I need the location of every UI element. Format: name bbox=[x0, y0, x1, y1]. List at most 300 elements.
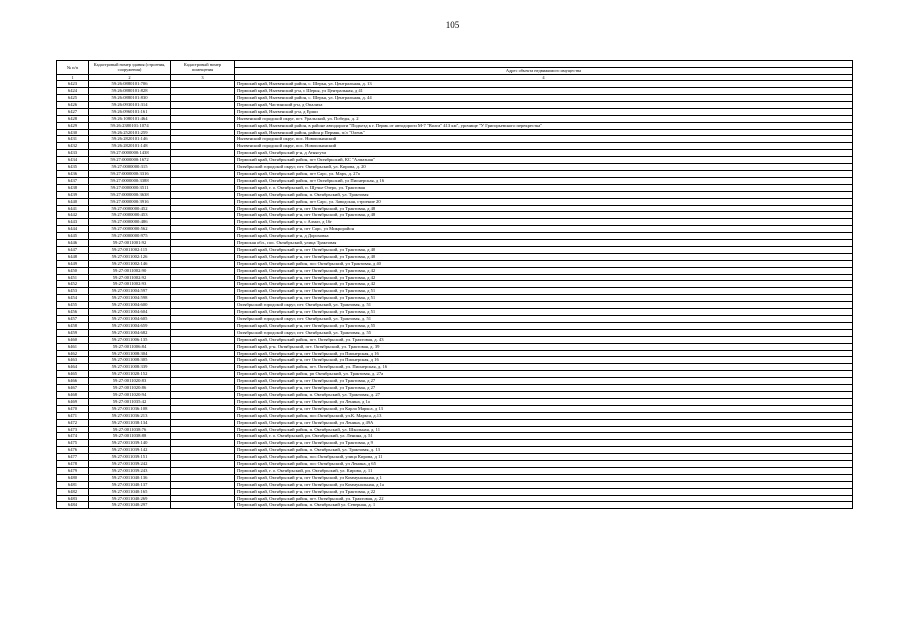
address-cell: Пермский край, Октябрьский район, п. Октябрьский, ул. Школьная, д. 11 bbox=[235, 426, 853, 433]
row-number-cell: 6480 bbox=[57, 474, 89, 481]
address-cell: Пермский край, г. о. Октябрьский, рп. Октябрьский, ул. Кирова, д. 11 bbox=[235, 467, 853, 474]
address-cell: Пермский край, Октябрьский район, пгт Октябрьский, ул Пионерская, д 16 bbox=[235, 177, 853, 184]
room-number-cell bbox=[171, 398, 235, 405]
room-number-cell bbox=[171, 467, 235, 474]
table-row bbox=[57, 136, 853, 143]
row-number-cell: 6438 bbox=[57, 184, 89, 191]
table-row bbox=[57, 447, 853, 454]
table-row bbox=[57, 115, 853, 122]
row-number-cell: 6462 bbox=[57, 350, 89, 357]
room-number-cell bbox=[171, 481, 235, 488]
row-number-cell: 6428 bbox=[57, 115, 89, 122]
room-number-cell bbox=[171, 357, 235, 364]
address-cell: Пермский край, Октябрьский район, пгт. Октябрьский, ул. Трактовая, д. 22 bbox=[235, 495, 853, 502]
room-number-cell bbox=[171, 150, 235, 157]
room-number-cell bbox=[171, 426, 235, 433]
row-number-cell: 6472 bbox=[57, 419, 89, 426]
row-number-cell: 6425 bbox=[57, 95, 89, 102]
cadastral-number-cell: 59:26:2820101:146 bbox=[89, 136, 171, 143]
cadastral-number-cell: 59:27:0000000:453 bbox=[89, 212, 171, 219]
room-number-cell bbox=[171, 288, 235, 295]
table-row bbox=[57, 412, 853, 419]
room-number-cell bbox=[171, 198, 235, 205]
header-room: Кадастровый номер помещения bbox=[171, 61, 235, 75]
room-number-cell bbox=[171, 143, 235, 150]
cadastral-number-cell: 59:27:0011039:243 bbox=[89, 467, 171, 474]
cadastral-number-cell: 59:27:0000000:975 bbox=[89, 233, 171, 240]
address-cell: Пермский край, Октябрьский район, пос Октябрьский, ул Трактовая, д 40 bbox=[235, 260, 853, 267]
table-row bbox=[57, 95, 853, 102]
address-cell: Пермский край, Октябрьский район, пгт Сарс, ул. Марх, д. 27а bbox=[235, 170, 853, 177]
row-number-cell: 6454 bbox=[57, 295, 89, 302]
row-number-cell: 6463 bbox=[57, 357, 89, 364]
row-number-cell: 6433 bbox=[57, 150, 89, 157]
room-number-cell bbox=[171, 343, 235, 350]
room-number-cell bbox=[171, 226, 235, 233]
room-number-cell bbox=[171, 253, 235, 260]
cadastral-number-cell: 59:27:0011039:142 bbox=[89, 447, 171, 454]
row-number-cell: 6464 bbox=[57, 364, 89, 371]
cadastral-number-cell: 59:27:0011008:305 bbox=[89, 357, 171, 364]
row-number-cell: 6469 bbox=[57, 398, 89, 405]
room-number-cell bbox=[171, 260, 235, 267]
row-number-cell: 6440 bbox=[57, 198, 89, 205]
address-cell: Пермский край, Октябрьский район, п. Октябрьский, ул. Трактовая, д. 27 bbox=[235, 391, 853, 398]
row-number-cell: 6445 bbox=[57, 233, 89, 240]
table-row bbox=[57, 122, 853, 129]
header-row bbox=[57, 61, 853, 68]
row-number-cell: 6432 bbox=[57, 143, 89, 150]
table-row bbox=[57, 81, 853, 88]
room-number-cell bbox=[171, 350, 235, 357]
address-cell: Пермский край, Нытвенский район, район р Пермяк, п/л "Олень" bbox=[235, 129, 853, 136]
cadastral-number-cell: 59:27:0011040:136 bbox=[89, 474, 171, 481]
cadastral-number-cell: 59:27:0011002:93 bbox=[89, 281, 171, 288]
table-body bbox=[57, 81, 853, 509]
address-cell: Пермский край, Октябрьский район, п. Октябрьский, ул. Трактовая, д. 13 bbox=[235, 447, 853, 454]
table-row bbox=[57, 184, 853, 191]
address-cell: Пермский край, Октябрьский район, п. Октябрьский, ул. Трактовая bbox=[235, 191, 853, 198]
address-cell: Пермский край, Октябрьский район, пгт. Октябрьский, ул. Трактовая, д. 43 bbox=[235, 336, 853, 343]
address-cell: Пермский край, Октябрьский район, рп Октябрьский, ул. Трактовая, д. 27а bbox=[235, 371, 853, 378]
cadastral-number-cell: 59:26:0880101:828 bbox=[89, 88, 171, 95]
address-cell: Пермский край, Октябрьский р-н, с Алмаз, д 16г bbox=[235, 219, 853, 226]
table-row bbox=[57, 364, 853, 371]
room-number-cell bbox=[171, 191, 235, 198]
cadastral-number-cell: 59:27:0011006:135 bbox=[89, 336, 171, 343]
row-number-cell: 6435 bbox=[57, 164, 89, 171]
row-number-cell: 6427 bbox=[57, 108, 89, 115]
address-cell: Пермский край, Октябрьский район, пгт. Октябрьский, ул. Пионерская, д. 16 bbox=[235, 364, 853, 371]
table-row bbox=[57, 488, 853, 495]
row-number-cell: 6450 bbox=[57, 267, 89, 274]
address-cell: Пермский край, Частинский р-н, д Опалиха bbox=[235, 101, 853, 108]
address-cell: Пермский край, Октябрьский р-н, пгт Октябрьский, ул Трактовая, д 27 bbox=[235, 378, 853, 385]
room-number-cell bbox=[171, 488, 235, 495]
room-number-cell bbox=[171, 440, 235, 447]
row-number-cell: 6476 bbox=[57, 447, 89, 454]
table-row bbox=[57, 454, 853, 461]
room-number-cell bbox=[171, 378, 235, 385]
room-number-cell bbox=[171, 136, 235, 143]
address-cell: Пермский край, Октябрьский р-н, пгт Октябрьский, ул Трактовая, д 55 bbox=[235, 322, 853, 329]
table-row bbox=[57, 371, 853, 378]
cadastral-number-cell: 59:27:0011036:213 bbox=[89, 412, 171, 419]
table-row bbox=[57, 316, 853, 323]
room-number-cell bbox=[171, 385, 235, 392]
address-cell: Пермский край, Октябрьский р-н, пгт Октябрьский, ул Трактовая, д 27 bbox=[235, 385, 853, 392]
table-row bbox=[57, 433, 853, 440]
room-number-cell bbox=[171, 302, 235, 309]
table-row bbox=[57, 309, 853, 316]
room-number-cell bbox=[171, 336, 235, 343]
cadastral-number-cell: 59:27:0011038:76 bbox=[89, 426, 171, 433]
row-number-cell: 6437 bbox=[57, 177, 89, 184]
cadastral-number-cell: 59:27:0011036:108 bbox=[89, 405, 171, 412]
room-number-cell bbox=[171, 295, 235, 302]
table-row bbox=[57, 329, 853, 336]
header-cadastral: Кадастровый номер здания (строения, сооружения) bbox=[89, 61, 171, 75]
room-number-cell bbox=[171, 233, 235, 240]
cadastral-number-cell: 59:27:0011039:151 bbox=[89, 454, 171, 461]
cadastral-number-cell: 59:27:0000000:3638 bbox=[89, 191, 171, 198]
address-cell: Пермский край, Октябрьский р-н, пгт Октябрьский, ул Трактовая, д 48 bbox=[235, 212, 853, 219]
column-number: 2 bbox=[89, 74, 171, 80]
address-cell: Нытвенский городской округ, пос. Новоильинский bbox=[235, 143, 853, 150]
row-number-cell: 6481 bbox=[57, 481, 89, 488]
table-row bbox=[57, 461, 853, 468]
row-number-cell: 6448 bbox=[57, 253, 89, 260]
cadastral-number-cell: 59:26:0960101:161 bbox=[89, 108, 171, 115]
row-number-cell: 6426 bbox=[57, 101, 89, 108]
header-address-spacer bbox=[235, 61, 853, 68]
cadastral-number-cell: 59:27:0011002:115 bbox=[89, 246, 171, 253]
row-number-cell: 6482 bbox=[57, 488, 89, 495]
cadastral-number-cell: 59:27:0000000:452 bbox=[89, 205, 171, 212]
address-cell: Нытвенский городской округ, пос. Новоильинский bbox=[235, 136, 853, 143]
room-number-cell bbox=[171, 329, 235, 336]
room-number-cell bbox=[171, 157, 235, 164]
room-number-cell bbox=[171, 101, 235, 108]
cadastral-number-cell: 59:27:0011038:134 bbox=[89, 419, 171, 426]
row-number-cell: 6436 bbox=[57, 170, 89, 177]
cadastral-number-cell: 59:27:0011040:165 bbox=[89, 488, 171, 495]
row-number-cell: 6429 bbox=[57, 122, 89, 129]
room-number-cell bbox=[171, 177, 235, 184]
row-number-cell: 6473 bbox=[57, 426, 89, 433]
row-number-cell: 6477 bbox=[57, 454, 89, 461]
property-registry-table bbox=[56, 60, 853, 509]
table-row bbox=[57, 405, 853, 412]
table-row bbox=[57, 336, 853, 343]
cadastral-number-cell: 59:27:0011001:92 bbox=[89, 240, 171, 247]
address-cell: Пермский край, Октябрьский район, пгт Сарс, ул. Заводская, строение 20 bbox=[235, 198, 853, 205]
room-number-cell bbox=[171, 267, 235, 274]
room-number-cell bbox=[171, 364, 235, 371]
address-cell: Пермский край, Октябрьский район, пгт Октябрьский, КС "Алмазная" bbox=[235, 157, 853, 164]
address-cell: Октябрьский городской округ, пгт. Октябрьский, ул. Кирова, д. 20 bbox=[235, 164, 853, 171]
cadastral-number-cell: 59:27:0011035:42 bbox=[89, 398, 171, 405]
table-row bbox=[57, 253, 853, 260]
header-address: Адрес объекта недвижимого имущества bbox=[235, 67, 853, 74]
room-number-cell bbox=[171, 495, 235, 502]
table-row bbox=[57, 398, 853, 405]
address-cell: Пермский край, Нытвенский р-н, с Шерья, ул Центральная, д 41 bbox=[235, 88, 853, 95]
cadastral-number-cell: 59:27:0000000:486 bbox=[89, 219, 171, 226]
column-number: 1 bbox=[57, 74, 89, 80]
table-row bbox=[57, 426, 853, 433]
row-number-cell: 6446 bbox=[57, 240, 89, 247]
row-number-cell: 6457 bbox=[57, 316, 89, 323]
table-row bbox=[57, 108, 853, 115]
cadastral-number-cell: 59:27:0000000:562 bbox=[89, 226, 171, 233]
address-cell: Пермский край, Октябрьский р-н, пгт Октябрьский, ул Коммунальная, д 1 bbox=[235, 474, 853, 481]
table-row bbox=[57, 205, 853, 212]
column-number: 4 bbox=[235, 74, 853, 80]
row-number-cell: 6474 bbox=[57, 433, 89, 440]
cadastral-number-cell: 59:27:0000000:1672 bbox=[89, 157, 171, 164]
row-number-cell: 6439 bbox=[57, 191, 89, 198]
room-number-cell bbox=[171, 419, 235, 426]
table-row bbox=[57, 233, 853, 240]
cadastral-number-cell: 59:27:0000000:315 bbox=[89, 164, 171, 171]
cadastral-number-cell: 59:27:0011004:598 bbox=[89, 295, 171, 302]
cadastral-number-cell: 59:27:0011004:659 bbox=[89, 322, 171, 329]
room-number-cell bbox=[171, 219, 235, 226]
room-number-cell bbox=[171, 405, 235, 412]
room-number-cell bbox=[171, 88, 235, 95]
address-cell: Пермский край, Нытвенский район, с. Шерья, ул. Центральная, д. 44 bbox=[235, 95, 853, 102]
address-cell: Пермский край, Октябрьский р-н, пгт Октябрьский, ул Коммунальная, д 1а bbox=[235, 481, 853, 488]
address-cell: Пермский край, Октябрьский р-н, пгт Октябрьский, ул Трактовая, д 22 bbox=[235, 488, 853, 495]
address-cell: Октябрьский городской округ, пгт. Октябрьский, ул. Трактовая, д. 55 bbox=[235, 329, 853, 336]
room-number-cell bbox=[171, 240, 235, 247]
room-number-cell bbox=[171, 391, 235, 398]
room-number-cell bbox=[171, 322, 235, 329]
room-number-cell bbox=[171, 474, 235, 481]
table-row bbox=[57, 274, 853, 281]
cadastral-number-cell: 59:27:0011038:88 bbox=[89, 433, 171, 440]
row-number-cell: 6443 bbox=[57, 219, 89, 226]
table-row bbox=[57, 143, 853, 150]
address-cell: Пермский край, г. о. Октябрьский, рп. Октябрьский, ул. Ленина, д. 51 bbox=[235, 433, 853, 440]
table-row bbox=[57, 302, 853, 309]
cadastral-number-cell: 59:27:0011020:94 bbox=[89, 391, 171, 398]
table-row bbox=[57, 260, 853, 267]
row-number-cell: 6468 bbox=[57, 391, 89, 398]
cadastral-number-cell: 59:27:0011020:152 bbox=[89, 371, 171, 378]
room-number-cell bbox=[171, 212, 235, 219]
cadastral-number-cell: 59:27:0011008:339 bbox=[89, 364, 171, 371]
table-row bbox=[57, 467, 853, 474]
cadastral-number-cell: 59:27:0011039:242 bbox=[89, 461, 171, 468]
cadastral-number-cell: 59:26:0880101:706 bbox=[89, 81, 171, 88]
address-cell: Пермский край, Октябрьский р-н, пгт Октябрьский, ул Трактовая, д 48 bbox=[235, 205, 853, 212]
row-number-cell: 6453 bbox=[57, 288, 89, 295]
row-number-cell: 6470 bbox=[57, 405, 89, 412]
row-number-cell: 6483 bbox=[57, 495, 89, 502]
cadastral-number-cell: 59:27:0000000:3388 bbox=[89, 177, 171, 184]
address-cell: Пермский край, Октябрьский р-н, пгт Октябрьский, ул Трактовая, д 9 bbox=[235, 440, 853, 447]
row-number-cell: 6423 bbox=[57, 81, 89, 88]
table-row bbox=[57, 350, 853, 357]
table-row bbox=[57, 343, 853, 350]
cadastral-number-cell: 59:26:0880101:830 bbox=[89, 95, 171, 102]
room-number-cell bbox=[171, 461, 235, 468]
row-number-cell: 6449 bbox=[57, 260, 89, 267]
address-cell: Пермский край, Октябрьский р-н, пгт Октябрьский, ул Трактовая, д 51 bbox=[235, 295, 853, 302]
cadastral-number-cell: 59:27:0011002:92 bbox=[89, 274, 171, 281]
cadastral-number-cell: 59:27:0011004:597 bbox=[89, 288, 171, 295]
table-row bbox=[57, 481, 853, 488]
header-num: № п/п bbox=[57, 61, 89, 75]
row-number-cell: 6460 bbox=[57, 336, 89, 343]
address-cell: Пермский край, Октябрьский р-н, пгт Октябрьский, ул Ленина, д 1а bbox=[235, 398, 853, 405]
row-number-cell: 6475 bbox=[57, 440, 89, 447]
cadastral-number-cell: 59:27:0011002:126 bbox=[89, 253, 171, 260]
table-row bbox=[57, 129, 853, 136]
address-cell: Пермский край, Октябрьский р-н, пгт Октябрьский, ул Ленина, д 49А bbox=[235, 419, 853, 426]
room-number-cell bbox=[171, 447, 235, 454]
table-row bbox=[57, 502, 853, 509]
cadastral-number-cell: 59:27:0000000:3316 bbox=[89, 170, 171, 177]
address-cell: Пермский край, Октябрьский р-н, пгт Октябрьский, ул Карла Маркса, д 13 bbox=[235, 405, 853, 412]
table-row bbox=[57, 219, 853, 226]
row-number-cell: 6431 bbox=[57, 136, 89, 143]
column-number: 3 bbox=[171, 74, 235, 80]
row-number-cell: 6442 bbox=[57, 212, 89, 219]
room-number-cell bbox=[171, 115, 235, 122]
cadastral-number-cell: 59:26:0930101:314 bbox=[89, 101, 171, 108]
row-number-cell: 6459 bbox=[57, 329, 89, 336]
room-number-cell bbox=[171, 205, 235, 212]
table-row bbox=[57, 170, 853, 177]
address-cell: Пермский край, Октябрьский р-н, пгт Сарс, ул Микрорайон bbox=[235, 226, 853, 233]
cadastral-number-cell: 59:26:1080101:464 bbox=[89, 115, 171, 122]
table-row bbox=[57, 474, 853, 481]
cadastral-number-cell: 59:26:2520101:259 bbox=[89, 129, 171, 136]
row-number-cell: 6424 bbox=[57, 88, 89, 95]
row-number-cell: 6434 bbox=[57, 157, 89, 164]
table-row bbox=[57, 212, 853, 219]
cadastral-number-cell: 59:27:0011002:90 bbox=[89, 267, 171, 274]
table-row bbox=[57, 191, 853, 198]
row-number-cell: 6465 bbox=[57, 371, 89, 378]
address-cell: Пермский край, Октябрьский р-н, пгт Октябрьский, ул Трактовая, д 42 bbox=[235, 267, 853, 274]
cadastral-number-cell: 59:26:2380101:1074 bbox=[89, 122, 171, 129]
row-number-cell: 6456 bbox=[57, 309, 89, 316]
room-number-cell bbox=[171, 184, 235, 191]
address-cell: Пермский край, Октябрьский р-н, пгт Октябрьский, ул Трактовая, д 51 bbox=[235, 309, 853, 316]
table-row bbox=[57, 385, 853, 392]
cadastral-number-cell: 59:27:0000000:3511 bbox=[89, 184, 171, 191]
table-row bbox=[57, 495, 853, 502]
row-number-cell: 6444 bbox=[57, 226, 89, 233]
cadastral-number-cell: 59:27:0011008:304 bbox=[89, 350, 171, 357]
address-cell: Пермский край, Октябрьский р-н, пгт Октябрьский, ул Пионерская, д 16 bbox=[235, 350, 853, 357]
address-cell: Пермский край, Октябрьский район, пос.Октябрьский, ул.К. Маркса, д.13 bbox=[235, 412, 853, 419]
table-row bbox=[57, 288, 853, 295]
row-number-cell: 6451 bbox=[57, 274, 89, 281]
cadastral-number-cell: 59:27:0011040:297 bbox=[89, 502, 171, 509]
cadastral-number-cell: 59:26:2820101:148 bbox=[89, 143, 171, 150]
address-cell: Пермский край, Октябрьский район, пос Октябрьский, ул Ленина, д 65 bbox=[235, 461, 853, 468]
address-cell: Октябрьский городской округ, пгт. Октябрьский, ул. Трактовая, д. 51 bbox=[235, 302, 853, 309]
room-number-cell bbox=[171, 81, 235, 88]
cadastral-number-cell: 59:27:0011020:86 bbox=[89, 385, 171, 392]
table-row bbox=[57, 281, 853, 288]
address-cell: Пермский край, Октябрьский р-н, пгт Октябрьский, ул Трактовая, д 51 bbox=[235, 288, 853, 295]
table-row bbox=[57, 391, 853, 398]
cadastral-number-cell: 59:27:0011004:600 bbox=[89, 302, 171, 309]
address-cell: Нытвенский городской округ, пгт. Уральский, ул. Победы, д. 2 bbox=[235, 115, 853, 122]
row-number-cell: 6461 bbox=[57, 343, 89, 350]
room-number-cell bbox=[171, 371, 235, 378]
table-row bbox=[57, 378, 853, 385]
table-row bbox=[57, 198, 853, 205]
table-row bbox=[57, 240, 853, 247]
table-row bbox=[57, 157, 853, 164]
address-cell: Пермский край, Октябрьский р-н, пгт Октябрьский, ул Трактовая, д 42 bbox=[235, 281, 853, 288]
cadastral-number-cell: 59:27:0011040:269 bbox=[89, 495, 171, 502]
row-number-cell: 6452 bbox=[57, 281, 89, 288]
row-number-cell: 6455 bbox=[57, 302, 89, 309]
address-cell: Пермский край, Октябрьский р-н, д Дороховка bbox=[235, 233, 853, 240]
table-row bbox=[57, 177, 853, 184]
cadastral-number-cell: 59:27:0000000:3916 bbox=[89, 198, 171, 205]
row-number-cell: 6430 bbox=[57, 129, 89, 136]
cadastral-number-cell: 59:27:0000000:1438 bbox=[89, 150, 171, 157]
room-number-cell bbox=[171, 246, 235, 253]
cadastral-number-cell: 59:27:0011039:140 bbox=[89, 440, 171, 447]
row-number-cell: 6466 bbox=[57, 378, 89, 385]
cadastral-number-cell: 59:27:0011020:83 bbox=[89, 378, 171, 385]
row-number-cell: 6484 bbox=[57, 502, 89, 509]
row-number-cell: 6467 bbox=[57, 385, 89, 392]
cadastral-number-cell: 59:27:0011004:604 bbox=[89, 309, 171, 316]
row-number-cell: 6458 bbox=[57, 322, 89, 329]
room-number-cell bbox=[171, 95, 235, 102]
room-number-cell bbox=[171, 309, 235, 316]
row-number-cell: 6447 bbox=[57, 246, 89, 253]
table-row bbox=[57, 267, 853, 274]
cadastral-number-cell: 59:27:0011004:682 bbox=[89, 329, 171, 336]
row-number-cell: 6471 bbox=[57, 412, 89, 419]
room-number-cell bbox=[171, 274, 235, 281]
table-row bbox=[57, 164, 853, 171]
room-number-cell bbox=[171, 316, 235, 323]
room-number-cell bbox=[171, 433, 235, 440]
cadastral-number-cell: 59:27:0011006:84 bbox=[89, 343, 171, 350]
address-cell: Пермский край, Нытвенский район, в районе автодороги "Подъезд к г. Пермь от автодороги М-7 "Волга" 413 км", урочище "У Григорьевского перекрестка" bbox=[235, 122, 853, 129]
table-row bbox=[57, 150, 853, 157]
page-number: 105 bbox=[445, 20, 460, 30]
table-row bbox=[57, 440, 853, 447]
address-cell: Пермская обл., пос. Октябрьский, улица Трактовая bbox=[235, 240, 853, 247]
cadastral-number-cell: 59:27:0011002:146 bbox=[89, 260, 171, 267]
address-cell: Октябрьский городской округ, пгт. Октябрьский, ул. Трактовая, д. 51 bbox=[235, 316, 853, 323]
address-cell: Пермский край, Октябрьский район, пос.Октябрьский, улица Кирова, д 11 bbox=[235, 454, 853, 461]
table-row bbox=[57, 226, 853, 233]
cadastral-number-cell: 59:27:0011040:137 bbox=[89, 481, 171, 488]
room-number-cell bbox=[171, 281, 235, 288]
address-cell: Пермский край, Октябрьский р-н, д Атнягузи bbox=[235, 150, 853, 157]
address-cell: Пермский край, Октябрьский р-н, пгт Октябрьский, ул Трактовая, д 42 bbox=[235, 274, 853, 281]
table-row bbox=[57, 419, 853, 426]
table-row bbox=[57, 101, 853, 108]
row-number-cell: 6478 bbox=[57, 461, 89, 468]
room-number-cell bbox=[171, 454, 235, 461]
